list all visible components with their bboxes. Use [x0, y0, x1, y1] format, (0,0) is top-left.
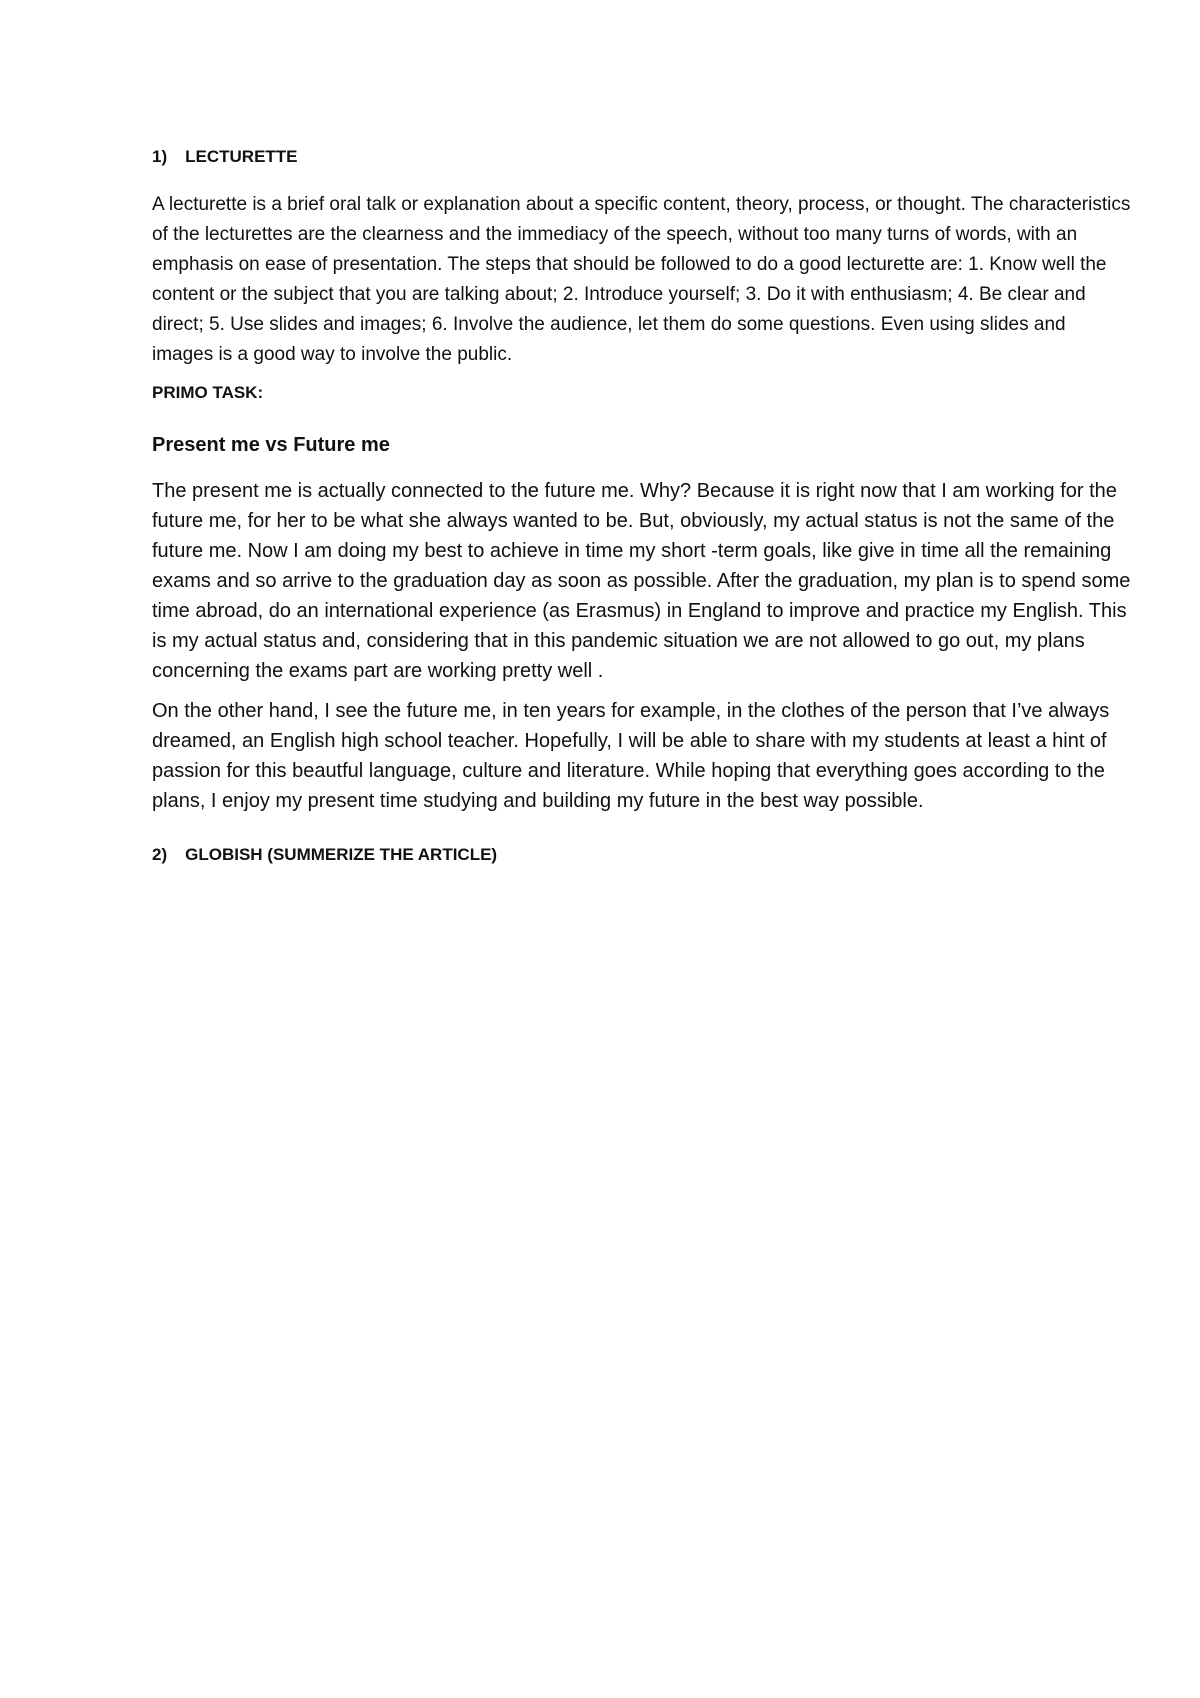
document-content [152, 146, 1132, 888]
task-title: Present me vs Future me [152, 434, 390, 456]
section-heading-lecturette [152, 146, 1132, 168]
task-paragraph-2: On the other hand, I see the future me, in ten years for example, in the clothes of the person that I’ve always dreamed, an English high school teacher. Hopefully, I will be able to share with my students at least a hint of passion for this beautful language, culture and literature. While hoping that everything goes according to the plans, I enjoy my present time studying and building my future in the best way possible. [152, 700, 1110, 812]
task-label: PRIMO TASK: [152, 383, 264, 402]
section-number: 2) [152, 845, 168, 864]
section-heading-globish [152, 844, 1132, 866]
section-title: GLOBISH (SUMMERIZE THE ARTICLE) [185, 845, 498, 864]
section-title: LECTURETTE [185, 147, 298, 166]
section-number: 1) [152, 147, 168, 166]
task-paragraph-1: The present me is actually connected to the future me. Why? Because it is right now that I am working for the future me, for her to be what she always wanted to be. But, obviously, my actual status is not the same of the future me. Now I am doing my best to achieve in time my short -term goals, like give in time all the remaining exams and so arrive to the graduation day as soon as possible. After the graduation, my plan is to spend some time abroad, do an international experience (as Erasmus) in England to improve and practice my English. This is my actual status and, considering that in this pandemic situation we are not allowed to go out, my plans concerning the exams part are working pretty well . [152, 480, 1131, 682]
lecturette-paragraph: A lecturette is a brief oral talk or explanation about a specific content, theory, process, or thought. The characteristics of the lecturettes are the clearness and the immediacy of the speech, without too many turns of words, with an emphasis on ease of presentation. The steps that should be followed to do a good lecturette are: 1. Know well the content or the subject that you are talking about; 2. Introduce yourself; 3. Do it with enthusiasm; 4. Be clear and direct; 5. Use slides and images; 6. Involve the audience, let them do some questions. Even using slides and images is a good way to involve the public. [152, 194, 1131, 365]
